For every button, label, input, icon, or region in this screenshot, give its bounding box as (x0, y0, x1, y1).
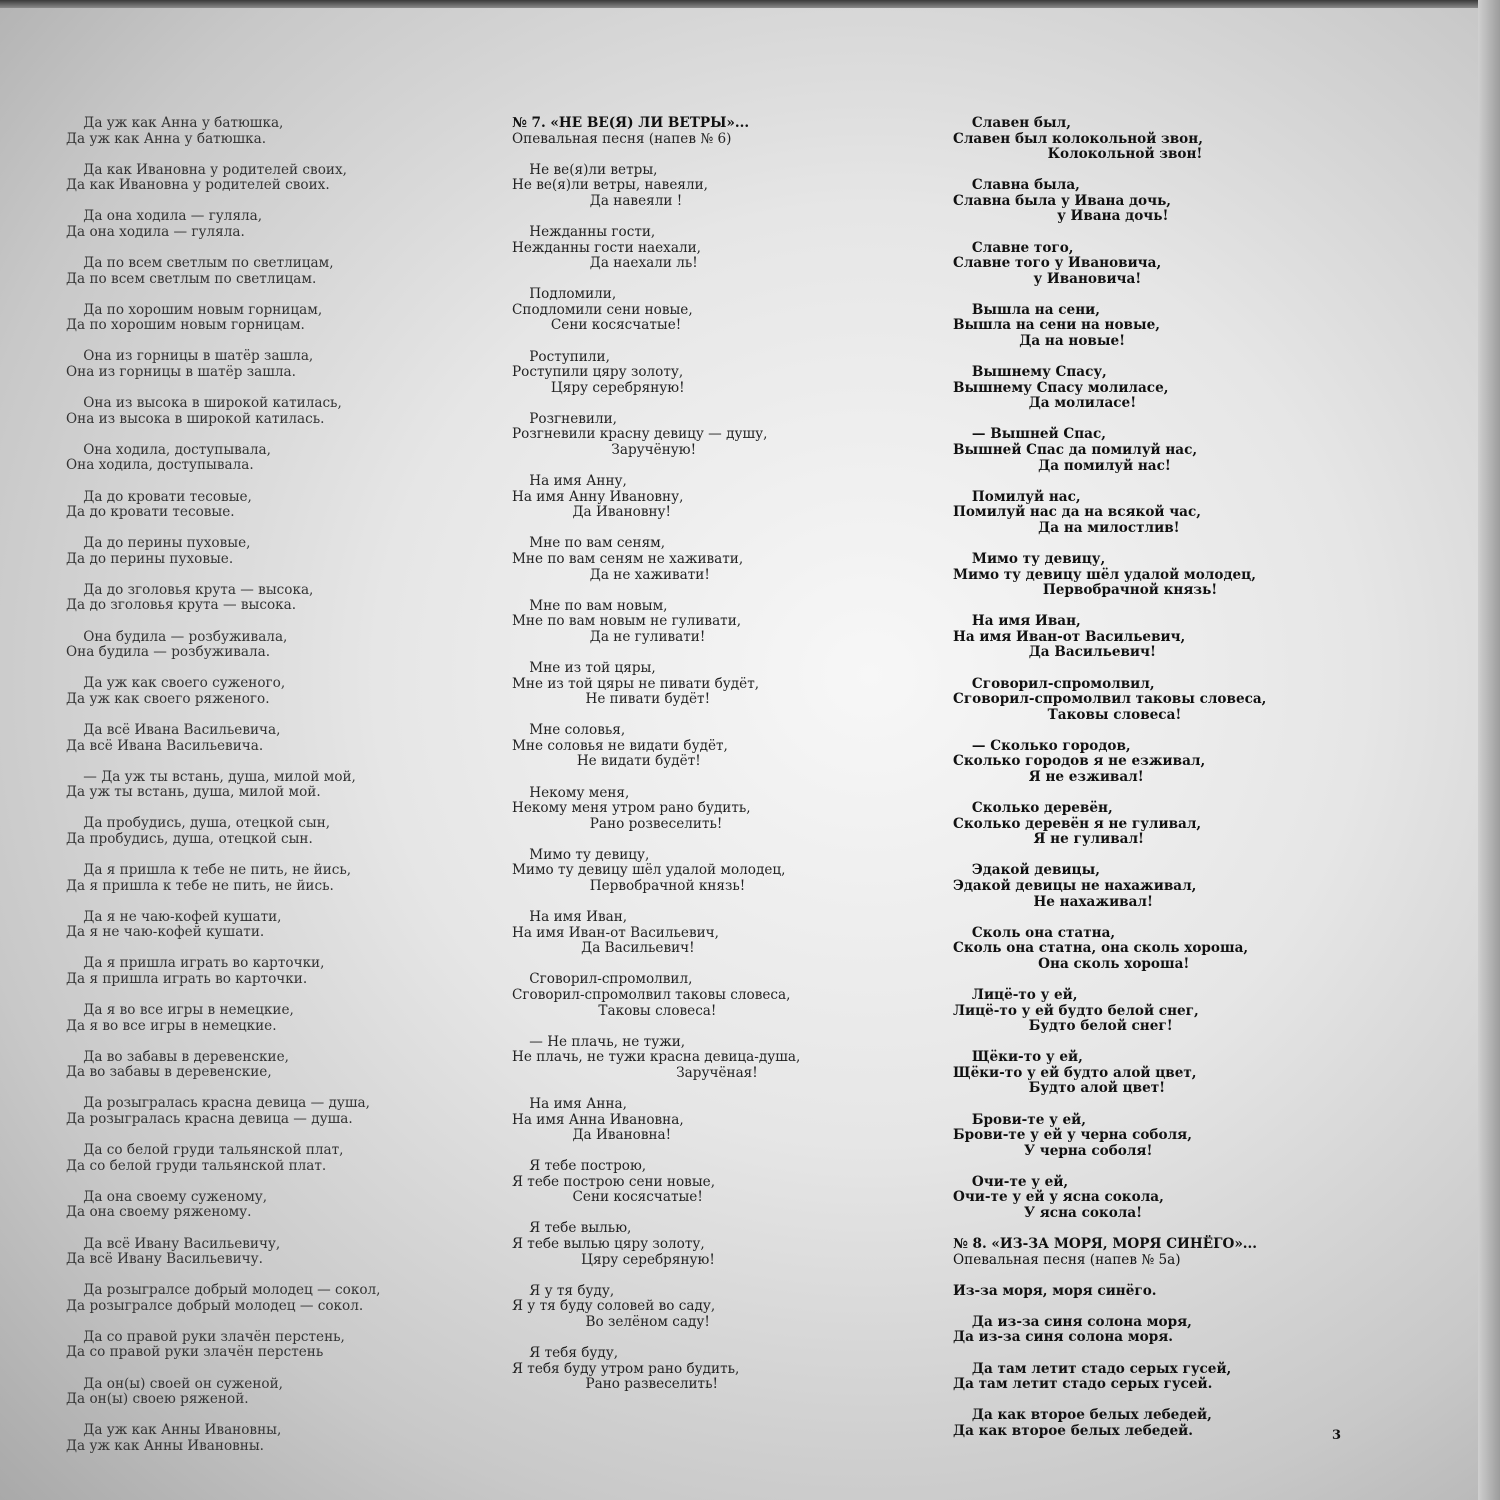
lyric-line: — Сколько городов, (953, 737, 1131, 754)
lyric-line: Да я пришла играть во карточки, (66, 955, 325, 972)
stanza (953, 1284, 1343, 1300)
lyric-line: Да до зголовья крута — высока. (66, 597, 297, 614)
stanza (512, 350, 892, 397)
lyric-line: Да она ходила — гуляла. (66, 223, 245, 240)
lyric-line: Да до зголовья крута — высока, (66, 581, 314, 598)
lyric-line: Мне по вам новым, (512, 597, 668, 614)
page-number: 3 (1332, 1428, 1342, 1443)
stanza (953, 739, 1343, 786)
page-right-edge (1478, 0, 1500, 1500)
lyric-line: Я у тя буду соловей во саду, (512, 1298, 716, 1315)
stanza (512, 1346, 892, 1393)
lyrics-column-left (66, 116, 456, 1470)
stanza (953, 1362, 1343, 1393)
lyric-line: Она ходила, доступывала, (66, 441, 271, 458)
lyric-line: Она сколь хороша! (953, 955, 1190, 972)
stanza (512, 661, 892, 708)
lyric-line: Да со белой груди тальянской плат, (66, 1142, 344, 1159)
lyric-line: Да я не чаю-кофей кушати, (66, 908, 282, 925)
lyric-line: Да как Ивановна у родителей своих. (66, 177, 330, 194)
lyric-line: Да по хорошим новым горницам. (66, 317, 305, 334)
lyric-line: Да во забавы в деревенские, (66, 1064, 272, 1081)
lyric-line: Да пробудись, душа, отецкой сын, (66, 815, 331, 832)
lyric-line: Да помилуй нас! (953, 457, 1171, 474)
lyric-line: Сколько деревён я не гуливал, (953, 815, 1202, 832)
stanza (512, 972, 892, 1019)
stanza (953, 1408, 1343, 1439)
lyric-line: Да она своему суженому, (66, 1188, 268, 1205)
lyric-line: На имя Анна, (512, 1095, 627, 1112)
lyric-line: Мне по вам новым не гуливати, (512, 613, 742, 630)
stanza (66, 443, 456, 474)
lyric-line: Некому меня, (512, 784, 630, 801)
lyric-line: Колокольной звон! (953, 146, 1203, 163)
lyric-line: Сколько городов я не езживал, (953, 753, 1206, 770)
lyric-line: Помилуй нас да на всякой час, (953, 504, 1201, 521)
song-8-subtitle: Опевальная песня (напев № 5а) (953, 1251, 1181, 1268)
lyric-line: Сколько деревён, (953, 800, 1113, 817)
stanza (66, 1377, 456, 1408)
lyric-line: Да по всем светлым по светлицам, (66, 255, 334, 272)
lyric-line: Нежданны гости, (512, 223, 656, 240)
song-7-continued-lyrics (953, 116, 1343, 1222)
stanza (953, 614, 1343, 661)
stanza (512, 1035, 892, 1082)
lyric-line: Она из горницы в шатёр зашла. (66, 364, 296, 381)
lyric-line: Лицё-то у ей, (953, 986, 1078, 1003)
lyric-line: На имя Иван-от Васильевич, (512, 924, 719, 941)
lyric-line: Да наехали ль! (512, 255, 698, 272)
lyric-line: Вышла на сени на новые, (953, 317, 1160, 334)
lyric-line: Нежданны гости наехали, (512, 239, 701, 256)
lyric-line: Сговорил-спромолвил, (953, 675, 1155, 692)
stanza (953, 303, 1343, 350)
song-7-lyrics (512, 163, 892, 1393)
stanza (66, 163, 456, 194)
lyric-line: Да всё Ивана Васильевича. (66, 737, 264, 754)
stanza (66, 1003, 456, 1034)
lyric-line: Да всё Ивану Васильевичу. (66, 1251, 263, 1268)
stanza (66, 490, 456, 521)
lyric-line: Заручёную! (512, 442, 697, 458)
lyric-line: Мимо ту девицу, (953, 550, 1106, 567)
stanza (953, 1050, 1343, 1097)
stanza (66, 1283, 456, 1314)
lyric-line: На имя Иван, (953, 613, 1081, 630)
stanza (953, 677, 1343, 724)
lyric-line: Помилуй нас, (953, 488, 1081, 505)
lyric-line: Да уж ты встань, душа, милой мой. (66, 784, 321, 801)
lyric-line: Да уж как Анны Ивановны. (66, 1437, 264, 1454)
lyric-line: Очи-те у ей, (953, 1173, 1069, 1190)
lyric-line: Таковы словеса! (953, 706, 1182, 723)
lyric-line: Не ве(я)ли ветры, (512, 161, 658, 178)
stanza (66, 209, 456, 240)
lyric-line: Она из высока в широкой катилась. (66, 410, 325, 427)
lyric-line: Розгневили красну девицу — душу, (512, 426, 768, 443)
lyric-line: Да там летит стадо серых гусей. (953, 1376, 1213, 1393)
stanza (512, 786, 892, 833)
lyric-line: На имя Анна Ивановна, (512, 1111, 684, 1128)
lyric-line: Не видати будёт! (512, 753, 701, 770)
lyric-line: Славне того у Ивановича, (953, 255, 1162, 272)
lyric-line: Щёки-то у ей, (953, 1049, 1083, 1066)
lyrics-column-right (953, 116, 1343, 1455)
lyric-line: Из-за моря, моря синёго. (953, 1282, 1157, 1299)
lyric-line: Сени косясчатые! (512, 317, 682, 334)
lyric-line: Да по хорошим новым горницам, (66, 301, 323, 318)
lyric-line: Да розыгралась красна девица — душа. (66, 1111, 353, 1128)
lyric-line: Да уж как Анна у батюшка, (66, 115, 284, 131)
lyric-line: Да она своему ряженому. (66, 1204, 252, 1221)
lyric-line: Да я пришла к тебе не пить, не йись, (66, 862, 352, 878)
stanza (953, 552, 1343, 599)
lyric-line: Да уж как Анны Ивановны, (66, 1422, 282, 1439)
lyric-line: Да уж как своего суженого, (66, 675, 286, 692)
lyric-line: Первобрачной князь! (512, 877, 746, 894)
lyric-line: Да там летит стадо серых гусей, (953, 1360, 1232, 1377)
stanza (953, 801, 1343, 848)
lyric-line: Да розыгралсе добрый молодец — сокол, (66, 1282, 381, 1299)
stanza (512, 910, 892, 957)
stanza (953, 1175, 1343, 1222)
stanza (66, 256, 456, 287)
lyric-line: Брови-те у ей, (953, 1111, 1086, 1128)
stanza (66, 770, 456, 801)
stanza (512, 412, 892, 459)
lyric-line: Да всё Ивану Васильевичу, (66, 1235, 281, 1252)
lyric-line: Эдакой девицы, (953, 862, 1100, 879)
lyric-line: Да со белой груди тальянской плат. (66, 1157, 327, 1174)
lyric-line: Я тебе вылью цяру золоту, (512, 1236, 705, 1253)
lyric-line: Да не гуливати! (512, 628, 706, 645)
lyric-line: Я у тя буду, (512, 1282, 615, 1299)
lyric-line: Да розыгралась красна девица — душа, (66, 1095, 370, 1112)
lyric-line: Будто алой цвет! (953, 1080, 1166, 1097)
stanza (66, 396, 456, 427)
lyric-line: Она будила — розбуживала, (66, 628, 288, 645)
lyric-line: Вышней Спас да помилуй нас, (953, 442, 1198, 458)
lyric-line: Да Васильевич! (512, 940, 695, 957)
lyric-line: Она из горницы в шатёр зашла, (66, 348, 314, 365)
lyric-line: Таковы словеса! (512, 1002, 717, 1019)
lyric-line: Она будила — розбуживала. (66, 644, 271, 661)
lyric-line: Сговорил-спромолвил таковы словеса, (512, 986, 791, 1003)
stanza (66, 303, 456, 334)
lyric-line: Цяру серебряную! (512, 1251, 715, 1268)
lyrics-column-middle (512, 116, 892, 1408)
lyric-line: Я тебя буду, (512, 1345, 619, 1362)
lyric-line: Да как Ивановна у родителей своих, (66, 161, 347, 178)
stanza (512, 1097, 892, 1144)
stanza (953, 490, 1343, 537)
stanza (66, 956, 456, 987)
lyric-line: Славен был, (953, 115, 1071, 131)
song-7-title: № 7. «НЕ ВЕ(Я) ЛИ ВЕТРЫ»... (512, 115, 750, 131)
stanza (512, 599, 892, 646)
stanza (66, 536, 456, 567)
lyric-line: у Ивановича! (953, 270, 1142, 287)
lyric-line: Да по всем светлым по светлицам. (66, 270, 317, 287)
lyric-line: Лицё-то у ей будто белой снег, (953, 1002, 1199, 1019)
lyric-line: Мне из той цяры не пивати будёт, (512, 675, 760, 692)
lyric-line: Вышнему Спасу, (953, 364, 1107, 381)
lyric-line: Сговорил-спромолвил, (512, 971, 693, 988)
lyric-line: Да как второе белых лебедей. (953, 1422, 1193, 1439)
lyric-line: Сколь она статна, она сколь хороша, (953, 940, 1249, 957)
lyric-line: Я тебе построю, (512, 1158, 647, 1175)
lyric-line: Мне соловья, (512, 722, 626, 739)
stanza (66, 630, 456, 661)
lyric-line: Я тебе построю сени новые, (512, 1173, 716, 1190)
stanza (66, 349, 456, 380)
page-top-shadow (0, 0, 1500, 8)
lyric-line: Славна была у Ивана дочь, (953, 192, 1172, 209)
lyric-line: Да на милостлив! (953, 519, 1180, 536)
song-7-subtitle: Опевальная песня (напев № 6) (512, 130, 732, 147)
lyric-line: — Да уж ты встань, душа, милой мой, (66, 768, 356, 785)
lyric-line: Да со правой руки злачён перстень (66, 1344, 324, 1361)
lyric-line: Не ве(я)ли ветры, навеяли, (512, 177, 708, 194)
lyric-line: Сени косясчатые! (512, 1189, 703, 1206)
stanza (512, 287, 892, 334)
lyric-line: Да не хаживати! (512, 566, 710, 583)
lyric-line: у Ивана дочь! (953, 208, 1169, 225)
lyric-line: Мимо ту девицу, (512, 846, 650, 863)
stanza (953, 365, 1343, 412)
lyric-line: Рано розвеселить! (512, 815, 723, 832)
lyric-line: Да из-за синя солона моря. (953, 1329, 1173, 1346)
lyric-line: Да я пришла играть во карточки. (66, 970, 308, 987)
lyric-line: Мимо ту девицу шёл удалой молодец, (512, 862, 786, 879)
lyric-line: Да навеяли ! (512, 192, 683, 209)
lyric-line: Цяру серебряную! (512, 379, 685, 396)
lyric-line: Я тебе вылью, (512, 1220, 632, 1237)
lyric-line: Заручёная! (512, 1064, 758, 1081)
lyric-line: У черна соболя! (953, 1142, 1153, 1159)
lyric-line: Не пивати будёт! (512, 691, 711, 708)
stanza (66, 1050, 456, 1081)
stanza (66, 863, 456, 894)
lyric-line: Роступили, (512, 348, 610, 365)
stanza (66, 1190, 456, 1221)
lyric-line: Да уж как Анна у батюшка. (66, 130, 267, 147)
lyric-line: Славна была, (953, 177, 1080, 194)
stanza (512, 225, 892, 272)
stanza (66, 1237, 456, 1268)
stanza (512, 1284, 892, 1331)
lyric-line: Да розыгралсе добрый молодец — сокол. (66, 1297, 364, 1314)
lyric-line: Не нахаживал! (953, 893, 1153, 910)
stanza (512, 848, 892, 895)
lyric-line: Да уж как своего ряженого. (66, 690, 270, 707)
lyric-line: Подломили, (512, 286, 617, 303)
lyric-line: На имя Иван, (512, 909, 628, 926)
lyric-line: Славен был колокольной звон, (953, 130, 1203, 147)
stanza (512, 1221, 892, 1268)
stanza (512, 536, 892, 583)
stanza (953, 1315, 1343, 1346)
stanza (953, 116, 1343, 163)
lyric-line: Да из-за синя солона моря, (953, 1313, 1192, 1330)
stanza (66, 816, 456, 847)
lyric-line: Рано развеселить! (512, 1376, 718, 1393)
lyric-line: Мне по вам сеням не хаживати, (512, 550, 744, 567)
lyric-line: Сговорил-спромолвил таковы словеса, (953, 691, 1267, 708)
lyric-line: На имя Иван-от Васильевич, (953, 628, 1186, 645)
lyric-line: Эдакой девицы не нахаживал, (953, 877, 1197, 894)
lyric-line: Да во забавы в деревенские, (66, 1048, 289, 1065)
lyric-line: Я не езживал! (953, 769, 1144, 785)
lyric-line: Во зелёном саду! (512, 1313, 710, 1330)
lyric-line: Мимо ту девицу шёл удалой молодец, (953, 566, 1256, 583)
lyric-line: Розгневили, (512, 410, 617, 427)
lyric-line: Да она ходила — гуляла, (66, 208, 263, 225)
stanza (953, 241, 1343, 288)
lyric-line: Да пробудись, душа, отецкой сын. (66, 830, 313, 847)
stanza (66, 1423, 456, 1454)
stanza (66, 116, 456, 147)
lyric-line: Да до кровати тесовые. (66, 504, 235, 521)
lyric-line: Я тебя буду утром рано будить, (512, 1360, 740, 1377)
lyric-line: Да до перины пуховые, (66, 535, 251, 552)
stanza (953, 988, 1343, 1035)
lyric-line: Мне по вам сеням, (512, 535, 666, 552)
lyric-line: Первобрачной князь! (953, 582, 1218, 599)
lyric-line: Да я во все игры в немецкие. (66, 1017, 277, 1034)
lyric-line: Мне из той цяры, (512, 659, 656, 676)
lyric-line: На имя Анну Ивановну, (512, 488, 684, 505)
lyric-line: Щёки-то у ей будто алой цвет, (953, 1064, 1197, 1081)
lyric-line: Да Ивановна! (512, 1127, 672, 1144)
lyric-line: Да я пришла к тебе не пить, не йись. (66, 877, 334, 894)
lyric-line: Да как второе белых лебедей, (953, 1407, 1212, 1424)
stanza (953, 178, 1343, 225)
stanza (66, 1330, 456, 1361)
stanza (953, 926, 1343, 973)
lyric-line: Роступили цяру золоту, (512, 364, 684, 381)
lyric-line: Вышла на сени, (953, 301, 1100, 318)
stanza (66, 1143, 456, 1174)
stanza (953, 1113, 1343, 1160)
lyric-line: Некому меня утром рано будить, (512, 800, 751, 817)
stanza (512, 1159, 892, 1206)
lyric-line: На имя Анну, (512, 473, 627, 490)
lyric-line: Да молиласе! (953, 395, 1137, 412)
lyric-line: Да я во все игры в немецкие, (66, 1002, 294, 1019)
lyric-line: Да он(ы) своей он суженой, (66, 1375, 283, 1392)
lyric-line: Будто белой снег! (953, 1018, 1173, 1035)
song-8-lyrics (953, 1284, 1343, 1440)
lyric-line: Славне того, (953, 239, 1074, 256)
lyric-line: — Вышней Спас, (953, 426, 1106, 443)
lyric-line: — Не плачь, не тужи, (512, 1033, 686, 1050)
lyric-line: Сколь она статна, (953, 924, 1116, 941)
stanza (953, 863, 1343, 910)
stanza (66, 723, 456, 754)
lyric-line: Она из высока в широкой катилась, (66, 395, 342, 412)
lyric-line: Да Васильевич! (953, 644, 1156, 661)
lyric-line: Мне соловья не видати будёт, (512, 737, 728, 754)
lyric-line: Да всё Ивана Васильевича, (66, 721, 281, 738)
lyric-line: Она ходила, доступывала. (66, 457, 254, 474)
stanza (512, 163, 892, 210)
lyric-line: Не плачь, не тужи красна девица-душа, (512, 1049, 801, 1066)
lyric-line: Брови-те у ей у черна соболя, (953, 1127, 1192, 1144)
lyric-line: Да он(ы) своею ряженой. (66, 1391, 249, 1408)
stanza (953, 427, 1343, 474)
lyric-line: Очи-те у ей у ясна сокола, (953, 1189, 1164, 1206)
stanza (66, 1096, 456, 1127)
lyric-line: Сподломили сени новые, (512, 301, 693, 318)
lyric-line: Да я не чаю-кофей кушати. (66, 924, 265, 941)
lyric-line: Да до перины пуховые. (66, 550, 234, 567)
stanza (512, 474, 892, 521)
lyric-line: Да со правой руки злачён перстень, (66, 1328, 345, 1345)
stanza (66, 910, 456, 941)
lyric-line: Вышнему Спасу молиласе, (953, 379, 1169, 396)
lyric-line: Да до кровати тесовые, (66, 488, 252, 505)
stanza (66, 676, 456, 707)
stanza (512, 723, 892, 770)
lyric-line: У ясна сокола! (953, 1204, 1143, 1221)
lyric-line: Я не гуливал! (953, 831, 1145, 848)
song-8-title: № 8. «ИЗ-ЗА МОРЯ, МОРЯ СИНЁГО»... (953, 1236, 1258, 1253)
lyric-line: Да на новые! (953, 333, 1126, 350)
lyric-line: Да Ивановну! (512, 504, 672, 521)
stanza (66, 583, 456, 614)
